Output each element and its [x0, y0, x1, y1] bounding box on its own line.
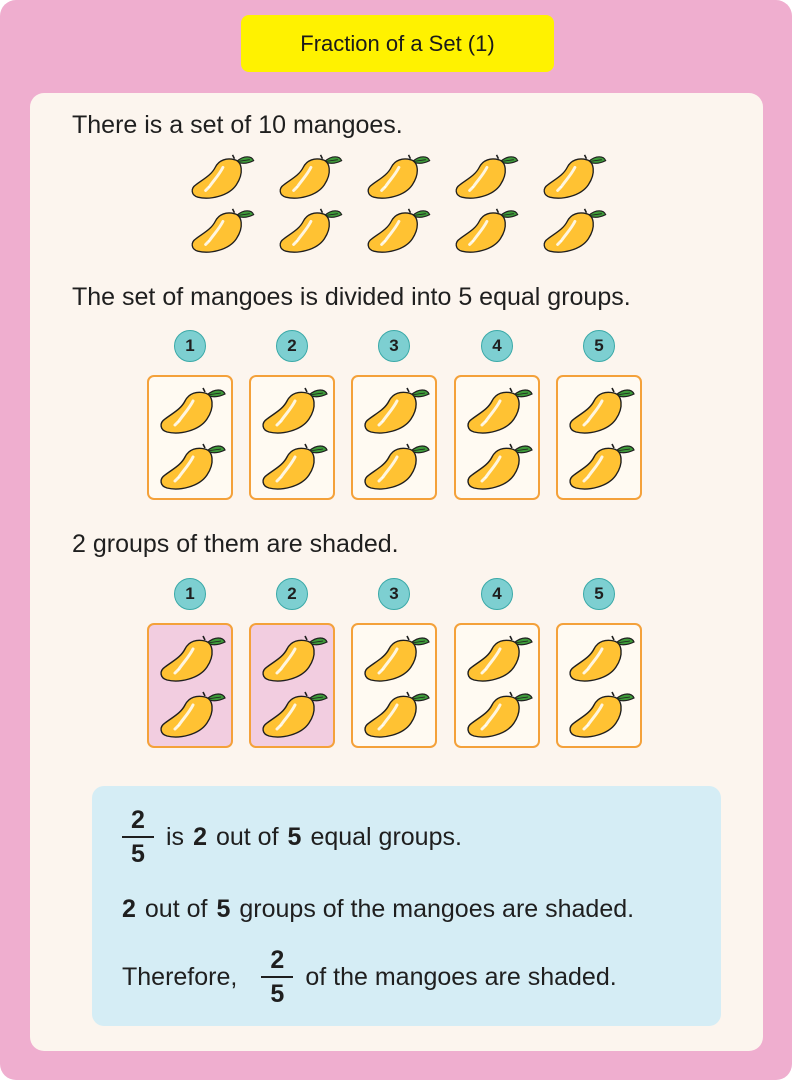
group-number-badge: 4 — [481, 578, 513, 610]
mango-icon — [359, 385, 431, 437]
mango-icon — [462, 633, 534, 685]
mango-icon — [564, 441, 636, 493]
group-box-shaded — [249, 623, 335, 748]
mango-icon — [155, 441, 227, 493]
mango-icon — [257, 689, 329, 741]
group-box — [351, 375, 437, 500]
mango-icon — [538, 152, 608, 202]
group-number-badge: 3 — [378, 330, 410, 362]
group-number-badge: 2 — [276, 330, 308, 362]
mango-icon — [362, 206, 432, 256]
mango-icon — [564, 689, 636, 741]
group-box — [351, 623, 437, 748]
group-box — [454, 623, 540, 748]
fraction-denominator: 5 — [131, 840, 145, 868]
mango-icon — [462, 689, 534, 741]
mango-icon — [274, 152, 344, 202]
mango-icon — [462, 385, 534, 437]
group-number-badge: 1 — [174, 578, 206, 610]
summary-line-2 — [122, 895, 634, 924]
group-number-badge: 3 — [378, 578, 410, 610]
fraction — [261, 946, 293, 1008]
summary-text: out of — [144, 895, 208, 923]
mango-icon — [359, 689, 431, 741]
fraction — [122, 806, 154, 868]
mango-icon — [155, 689, 227, 741]
mango-icon — [155, 385, 227, 437]
divided-text: The set of mangoes is divided into 5 equal groups. — [72, 283, 631, 311]
summary-number: 5 — [287, 822, 302, 851]
group-box — [147, 375, 233, 500]
mango-icon — [538, 206, 608, 256]
mango-icon — [359, 441, 431, 493]
fraction-denominator: 5 — [270, 980, 285, 1008]
summary-line-3 — [122, 946, 617, 1008]
group-box — [556, 375, 642, 500]
mango-icon — [186, 152, 256, 202]
page-title: Fraction of a Set (1) — [241, 15, 554, 72]
mango-icon — [274, 206, 344, 256]
mango-icon — [186, 206, 256, 256]
fraction-numerator: 2 — [270, 946, 285, 974]
summary-text: of the mangoes are shaded. — [305, 962, 617, 991]
mango-icon — [257, 441, 329, 493]
shaded-text: 2 groups of them are shaded. — [72, 530, 399, 558]
mango-icon — [564, 633, 636, 685]
group-box — [249, 375, 335, 500]
summary-number: 2 — [122, 895, 136, 923]
mango-icon — [564, 385, 636, 437]
group-box — [556, 623, 642, 748]
group-box-shaded — [147, 623, 233, 748]
mango-icon — [257, 633, 329, 685]
summary-line-1 — [122, 806, 462, 868]
fraction-bar — [261, 976, 293, 978]
mango-set — [186, 152, 610, 262]
mango-icon — [359, 633, 431, 685]
group-number-badge: 4 — [481, 330, 513, 362]
mango-icon — [155, 633, 227, 685]
mango-icon — [462, 441, 534, 493]
mango-icon — [450, 152, 520, 202]
group-number-badge: 1 — [174, 330, 206, 362]
summary-text: groups of the mangoes are shaded. — [239, 895, 635, 923]
group-number-badge: 5 — [583, 578, 615, 610]
summary-number: 5 — [216, 895, 231, 923]
mango-icon — [362, 152, 432, 202]
mango-icon — [450, 206, 520, 256]
summary-text: out of — [215, 822, 279, 851]
summary-text: Therefore, — [122, 962, 238, 991]
summary-number: 2 — [193, 822, 207, 851]
mango-icon — [257, 385, 329, 437]
group-box — [454, 375, 540, 500]
group-number-badge: 5 — [583, 330, 615, 362]
group-number-badge: 2 — [276, 578, 308, 610]
fraction-bar — [122, 836, 154, 838]
summary-text: is — [166, 822, 185, 851]
intro-text: There is a set of 10 mangoes. — [72, 111, 403, 139]
fraction-numerator: 2 — [131, 806, 145, 834]
summary-text: equal groups. — [310, 822, 462, 851]
